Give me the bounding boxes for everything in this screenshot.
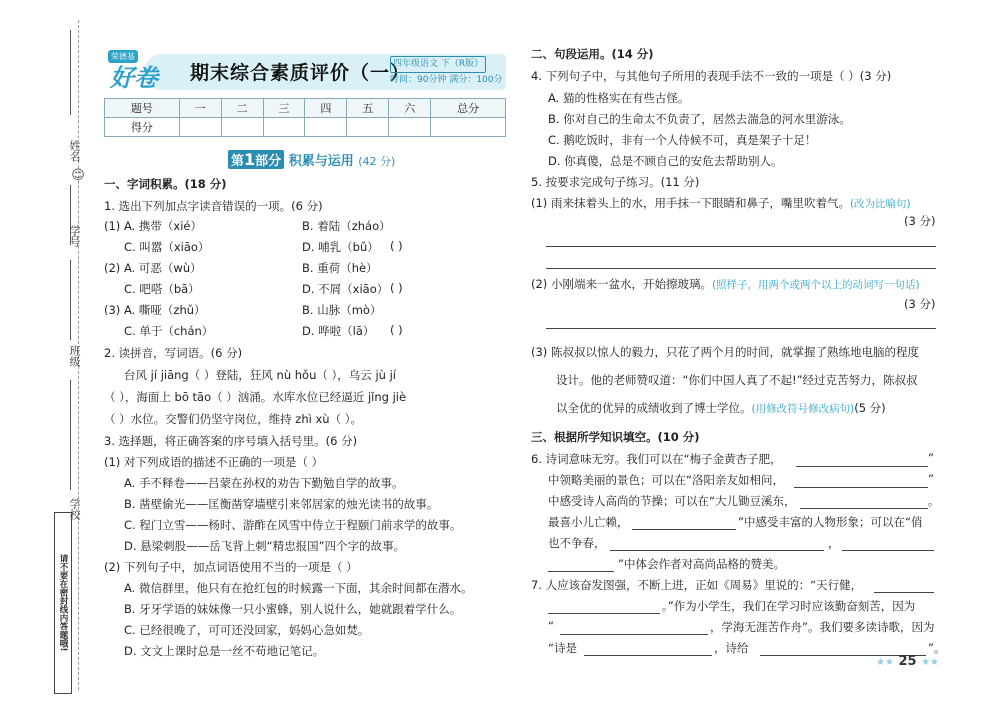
exam-info [390, 56, 503, 88]
score-header-cell: 五 [347, 99, 389, 118]
part-badge [228, 150, 284, 169]
fill-blank[interactable] [560, 634, 708, 635]
close-quote: ”。 [928, 641, 946, 655]
answer-line[interactable] [546, 246, 936, 247]
q3-option: A. 微信群里，他只有在抢红包的时候露一下面，其余时间都在潜水。 [124, 581, 473, 595]
fill-blank[interactable] [800, 508, 928, 509]
fill-blank[interactable] [874, 592, 934, 593]
q4-option: C. 鹅吃饭时，非有一个人侍候不可，真是架子十足！ [548, 133, 817, 147]
q5-sub-3-line: (3) 陈叔叔以惊人的毅力，只花了两个月的时间，就掌握了熟练地电脑的程度 [531, 345, 919, 359]
time-score: 时间：90分钟 满分：100分 [390, 75, 503, 85]
q1-option: B. 山脉（mò） [302, 303, 382, 317]
q1-option: C. 叫嚣（xiāo） [124, 240, 210, 254]
q4-option: A. 猫的性格实在有些古怪。 [548, 91, 690, 105]
brand-logo [104, 48, 180, 92]
close-quote: ” [928, 451, 934, 465]
q7-line: 7. 人应该奋发图强，不断上进，正如《周易》里说的：“天行健， [531, 578, 863, 592]
name-field[interactable] [70, 30, 71, 115]
star-icon: ★★ [876, 657, 894, 668]
star-icon: ★★ [921, 657, 940, 668]
section-2-heading: 二、句段运用。(14 分) [531, 47, 654, 61]
q5-sub-2-points: (3 分) [904, 297, 936, 311]
smile-icon: ☺ [71, 168, 85, 183]
logo-text: 好卷 [110, 64, 158, 92]
q3-option: C. 程门立雪——杨时、游酢在风雪中侍立于程颐门前求学的故事。 [124, 518, 462, 532]
answer-bracket[interactable]: ( ) [390, 281, 403, 295]
q1-option: C. 吧嗒（bā） [124, 282, 200, 296]
q4-option: B. 你对自己的生命太不负责了，居然去湍急的河水里游泳。 [548, 112, 851, 126]
q5-sub-3-line: 设计。他的老师赞叹道：“你们中国人真了不起!”经过克苦努力，陈叔叔 [556, 373, 918, 387]
q1-option: C. 单于（chán） [124, 324, 214, 338]
notice-box: 请不要在密封线内答题哦! [54, 512, 72, 694]
q5-sub-1-text: (1) 雨来抹着头上的水，用手抹一下眼睛和鼻子，嘴里吹着气。 [531, 196, 850, 210]
q6-line: 中感受诗人高尚的节操；可以在“大儿锄豆溪东， [548, 494, 796, 508]
q6-line: 中领略美丽的景色；可以在“洛阳亲友如相问， [548, 473, 784, 487]
q1-option: B. 重荷（hè） [302, 261, 378, 275]
period: 。 [928, 494, 940, 508]
q4-option: D. 你真傻，总是不顾自己的安危去帮助别人。 [548, 154, 783, 168]
score-header-cell: 题号 [105, 99, 180, 118]
q5-sub-2 [531, 276, 920, 292]
score-cell[interactable] [221, 118, 263, 137]
q3-sub-1: (1) 对下列成语的描述不正确的一项是（ ） [104, 455, 324, 469]
fill-blank[interactable] [548, 571, 614, 572]
question-2: 2. 读拼音，写词语。(6 分) [104, 346, 243, 360]
q6-line: 6. 诗词意味无穷。我们可以在“梅子金黄杏子肥， [531, 452, 782, 466]
q7-line: “ [548, 619, 554, 633]
q1-option: B. 着陆（zháo） [302, 219, 391, 233]
fill-blank[interactable] [548, 613, 660, 614]
score-cell[interactable] [263, 118, 305, 137]
q5-sub-3-text: 以全优的优异的成绩收到了博士学位。 [556, 401, 752, 415]
q3-option: B. 牙牙学语的妹妹像一只小蜜蜂，别人说什么，她就跟着学什么。 [124, 602, 462, 616]
id-label: 学号 [68, 225, 81, 247]
binding-margin [0, 0, 90, 711]
score-cell[interactable] [347, 118, 389, 137]
part-title: 积累与运用 [288, 154, 354, 169]
q6-line: 也不争春， [548, 536, 606, 550]
q7-line: ，学海无涯苦作舟”。我们要多读诗歌，因为 [710, 620, 935, 634]
question-1: 1. 选出下列加点字读音错误的一项。(6 分) [104, 199, 323, 213]
part-suffix: 部分 [255, 154, 282, 169]
score-header-row [105, 99, 506, 118]
q7-line: 。”作为小学生，我们在学习时应该勤奋刻苦，因为 [662, 599, 916, 613]
q5-sub-1-points: (3 分) [904, 214, 936, 228]
q6-line: ”中感受丰富的人物形象；可以在“俏 [738, 515, 923, 529]
score-header-cell: 四 [305, 99, 347, 118]
score-cell[interactable] [389, 118, 431, 137]
class-label: 班级 [68, 345, 81, 367]
part-number: 1 [244, 150, 256, 169]
answer-bracket[interactable]: ( ) [390, 239, 403, 253]
score-header-cell: 三 [263, 99, 305, 118]
q5-sub-1 [531, 195, 911, 211]
score-input-row [105, 118, 506, 137]
q1-option: (1) A. 携带（xié） [104, 219, 202, 233]
close-quote: ” [928, 472, 934, 486]
q2-line[interactable]: （ ），海面上 bō tāo（ ）汹涌。水库水位已经逼近 jǐng jiè [104, 390, 407, 404]
score-cell[interactable] [305, 118, 347, 137]
q2-line[interactable]: （ ）水位。交警们仍坚守岗位，维持 zhì xù（ ）。 [104, 412, 362, 426]
score-cell[interactable] [431, 118, 506, 137]
q1-option: D. 哺乳（bǔ） [302, 240, 379, 254]
section-1-heading: 一、字词积累。(18 分) [104, 177, 227, 191]
section-3-heading: 三、根据所学知识填空。(10 分) [531, 430, 700, 444]
question-5: 5. 按要求完成句子练习。(11 分) [531, 175, 700, 189]
class-field[interactable] [70, 260, 71, 340]
name-label: 姓名 [68, 140, 81, 162]
score-table [104, 98, 506, 137]
question-3: 3. 选择题，将正确答案的序号填入括号里。(6 分) [104, 434, 358, 448]
header-banner [104, 48, 506, 92]
question-4: 4. 下列句子中，与其他句子所用的表现手法不一致的一项是（ ）(3 分) [531, 69, 892, 83]
page-number [876, 654, 939, 669]
q6-line: ”中体会作者对高尚品格的赞美。 [618, 557, 785, 571]
q3-option: B. 凿壁偷光——匡衡凿穿墙壁引来邻居家的烛光读书的故事。 [124, 497, 439, 511]
logo-publisher: 荣德基 [108, 50, 138, 63]
q3-option: A. 手不释卷——吕蒙在孙权的劝告下勤勉自学的故事。 [124, 476, 404, 490]
q2-line[interactable]: 台风 jí jiāng（ ）登陆，狂风 nù hǒu（ ），乌云 jù jí [124, 368, 396, 382]
answer-line[interactable] [546, 268, 936, 269]
part-points: (42 分) [358, 155, 396, 168]
q7-line: ，诗给 [714, 641, 749, 655]
q7-line: “诗是 [548, 641, 577, 655]
page-title: 期末综合素质评价（一） [190, 62, 411, 84]
score-header-cell: 总分 [431, 99, 506, 118]
score-header-cell: 一 [179, 99, 221, 118]
score-header-cell: 二 [221, 99, 263, 118]
fill-blank[interactable] [842, 550, 934, 551]
q5-sub-1-hint: (改为比喻句) [849, 198, 911, 210]
q5-sub-2-hint: (照样子，用两个或两个以上的动词写一句话) [711, 279, 920, 291]
q3-option: D. 文文上课时总是一丝不苟地记笔记。 [124, 644, 325, 658]
q3-option: D. 悬梁刺股——岳飞背上刺“精忠报国”四个字的故事。 [124, 539, 406, 553]
fill-blank[interactable] [796, 466, 928, 467]
q1-option: (2) A. 可恶（wù） [104, 261, 202, 275]
q1-option: D. 哗啦（lā） [302, 324, 375, 338]
q3-sub-2: (2) 下列句子中，加点词语使用不当的一项是（ ） [104, 560, 358, 574]
score-row-label: 得分 [105, 118, 180, 137]
q5-sub-3-points: (5 分) [854, 401, 886, 415]
q1-option: (3) A. 嘶哑（zhǔ） [104, 303, 206, 317]
school-field[interactable] [70, 380, 71, 490]
q5-sub-3-hint: (用修改符号修改病句) [751, 403, 855, 415]
q1-option: D. 不屑（xiāo） [302, 282, 389, 296]
q6-line: 最喜小儿亡赖， [548, 515, 629, 529]
answer-line[interactable] [546, 328, 936, 329]
grade-tag: 四年级语文 下（R版） [390, 56, 486, 73]
fill-blank[interactable] [584, 655, 712, 656]
school-label: 学校 [68, 498, 81, 520]
answer-bracket[interactable]: ( ) [390, 323, 403, 337]
score-cell[interactable] [179, 118, 221, 137]
fill-blank[interactable] [632, 529, 736, 530]
score-header-cell: 六 [389, 99, 431, 118]
q3-option: C. 已经很晚了，可可还没回家，妈妈心急如焚。 [124, 623, 370, 637]
q5-sub-3-line [556, 400, 886, 416]
comma: ， [828, 536, 840, 550]
fill-blank[interactable] [610, 550, 824, 551]
page-number-text: 25 [898, 654, 917, 669]
fill-blank[interactable] [794, 487, 928, 488]
part-prefix: 第 [231, 154, 245, 169]
q5-sub-2-text: (2) 小刚端来一盆水，开始擦玻璃。 [531, 277, 712, 291]
part-heading [228, 150, 395, 169]
